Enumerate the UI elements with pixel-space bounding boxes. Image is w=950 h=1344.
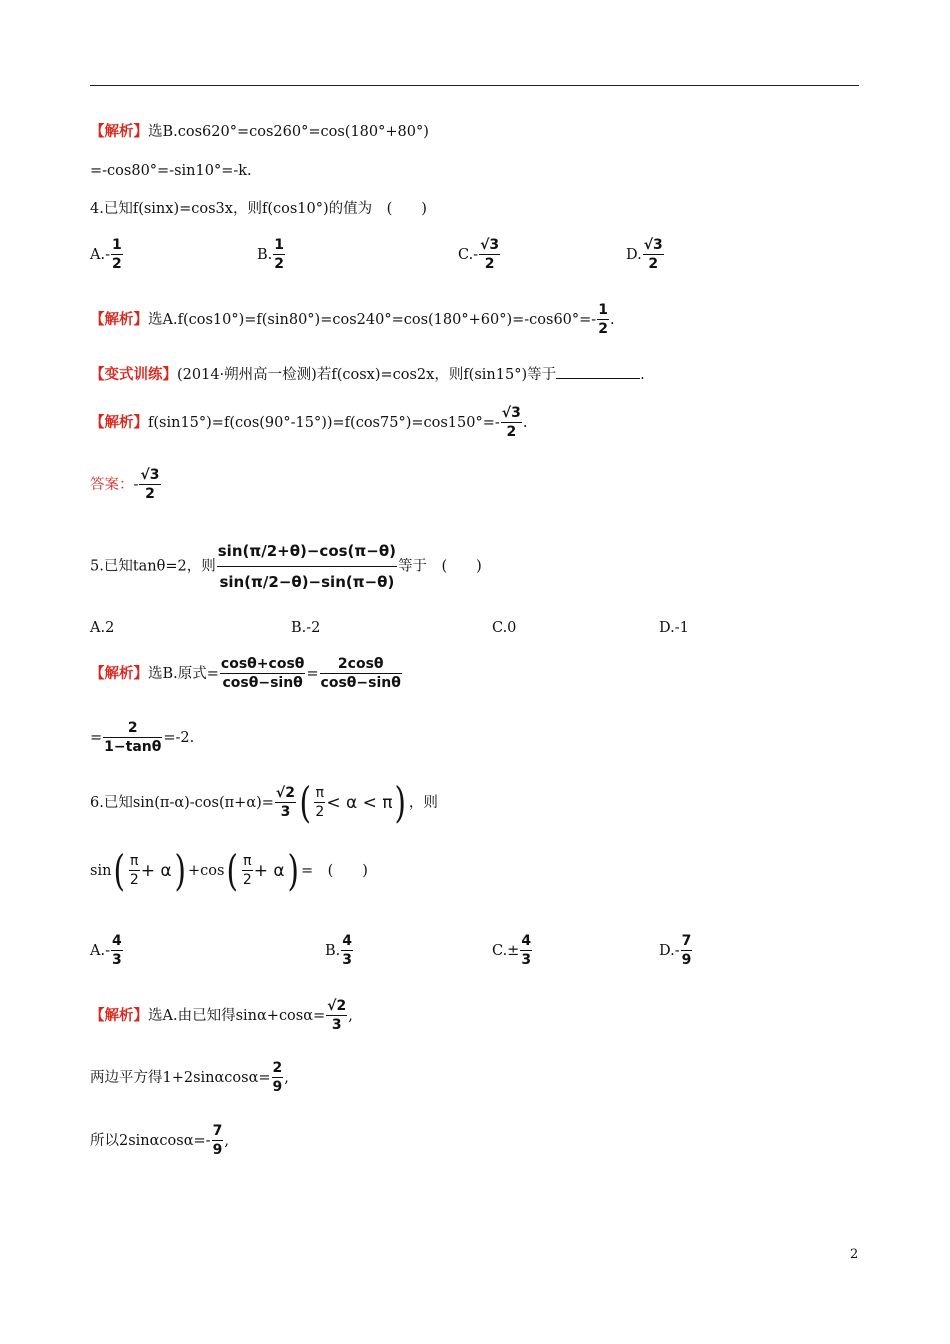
q6-stem: 6.已知sin(π-α)-cos(π+α)= $\frac{√2}{3}$ ( $\frac{\pi}{2}$ < α < π) ，则: [90, 778, 438, 827]
q5-option-a: A.2: [90, 620, 115, 636]
q6-solution-line2: 两边平方得1+2sinαcosα= $\frac{2}{9}$ ,: [90, 1060, 289, 1095]
bianshi-tag: 【变式训练】: [90, 366, 177, 383]
q5-stem: 5.已知tanθ=2，则 $\frac{\sin(\pi/2+\theta)-\cos(\pi-\theta)}{\sin(\pi/2-\theta)-\sin(\pi-\theta)}$ 等于 ( ): [90, 536, 482, 597]
q4-option-c: C.- $\frac{√3}{2}$: [458, 237, 500, 272]
q4-option-b: B. $\frac{1}{2}$: [257, 237, 285, 272]
q4-solution: 【解析】选A.f(cos10°)=f(sin80°)=cos240°=cos(180°+60°)=-cos60°=- $\frac{1}{2}$ .: [90, 302, 615, 337]
prev-solution-text: 选B.cos620°=cos260°=cos(180°+80°): [148, 124, 429, 140]
q6-option-a: A.- $\frac{4}{3}$: [90, 933, 122, 968]
variant-solution: 【解析】f(sin15°)=f(cos(90°-15°))=f(cos75°)=cos150°=- $\frac{√3}{2}$ .: [90, 405, 528, 440]
q6-solution-line3: 所以2sinαcosα=- $\frac{7}{9}$ ,: [90, 1123, 229, 1158]
variant-answer: 答案：- $\frac{√3}{2}$: [90, 467, 160, 502]
answer-label: 答案：: [90, 477, 134, 493]
page-number: 2: [850, 1247, 859, 1262]
q6-expression: sin( $\frac{\pi}{2}$ + α) +cos( $\frac{\pi}{2}$ + α) = ( ): [90, 846, 368, 895]
jiexi-tag: 【解析】: [90, 414, 148, 431]
q5-option-b: B.-2: [291, 620, 321, 636]
q6-option-b: B. $\frac{4}{3}$: [325, 933, 353, 968]
q5-solution-line1: 【解析】选B.原式= $\frac{\cos\theta+\cos\theta}{\cos\theta-\sin\theta}$ = $\frac{2\cos\theta}{\cos\theta-\sin\theta}$: [90, 656, 401, 691]
header-rule: [90, 85, 859, 86]
jiexi-tag: 【解析】: [90, 665, 148, 682]
q5-option-c: C.0: [492, 620, 517, 636]
answer-blank: [556, 364, 640, 379]
prev-solution-line2: =-cos80°=-sin10°=-k.: [90, 163, 252, 179]
q6-option-d: D.- $\frac{7}{9}$: [659, 933, 692, 968]
prev-solution-line1: [90, 122, 429, 142]
q6-solution-line1: 【解析】选A.由已知得sinα+cosα= $\frac{√2}{3}$ ,: [90, 998, 353, 1033]
q5-option-d: D.-1: [659, 620, 689, 636]
jiexi-tag: 【解析】: [90, 1007, 148, 1024]
variant-stem: 【变式训练】(2014·朔州高一检测)若f(cosx)=cos2x，则f(sin15°)等于 .: [90, 366, 645, 383]
q6-option-c: C.± $\frac{4}{3}$: [492, 933, 532, 968]
jiexi-tag: 【解析】: [90, 311, 148, 328]
jiexi-tag: 【解析】: [90, 123, 148, 140]
q5-solution-line2: = $\frac{2}{1-\tan\theta}$ =-2.: [90, 720, 195, 755]
q4-stem: 4.已知f(sinx)=cos3x，则f(cos10°)的值为 ( ): [90, 201, 427, 217]
q4-option-a: A.- $\frac{1}{2}$: [90, 237, 122, 272]
q4-option-d: D. $\frac{√3}{2}$: [626, 237, 663, 272]
